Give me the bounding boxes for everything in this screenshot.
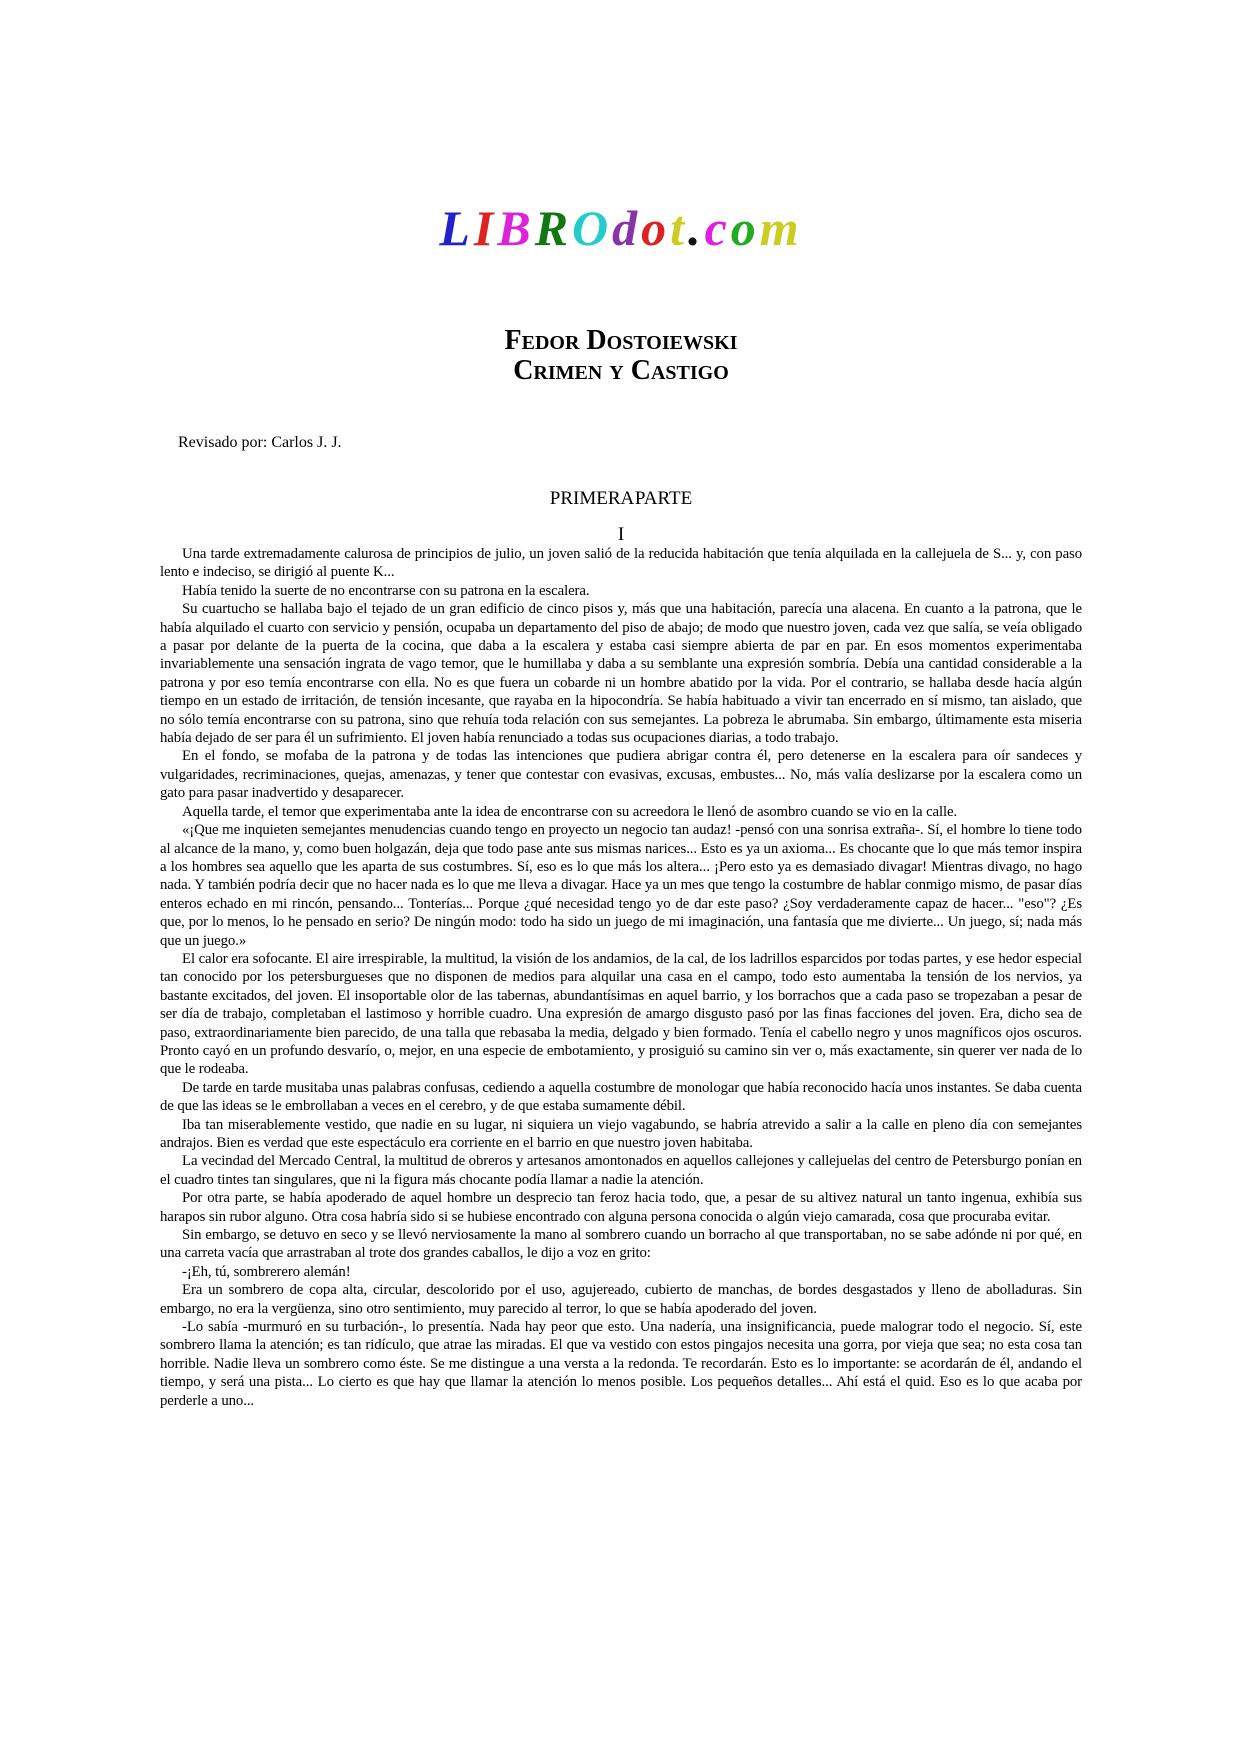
logo-letter: B xyxy=(497,200,535,256)
paragraph: Una tarde extremadamente calurosa de principios de julio, un joven salió de la reducida habitación que tenía alquilada en la callejuela de S... y, con paso lento e indeciso, se dirigió al puente K... xyxy=(160,546,1082,581)
paragraph: De tarde en tarde musitaba unas palabras confusas, cediendo a aquella costumbre de monologar que había reconocido hacía unos instantes. Se daba cuenta de que las ideas se le embrollaban a veces en el cerebro, y de que estaba sumamente débil. xyxy=(160,1079,1082,1115)
logo-letter: R xyxy=(534,200,573,256)
logo-letter: I xyxy=(473,200,498,256)
paragraph: Era un sombrero de copa alta, circular, descolorido por el uso, agujereado, cubierto de manchas, de bordes desgastados y lleno de abolladuras. Sin embargo, no era la vergüenza, sino otro sentimiento, muy parecido al terror, lo que se había apoderado del joven. xyxy=(160,1282,1082,1317)
logo-letter: t xyxy=(670,200,689,256)
logo-letter: o xyxy=(641,200,671,256)
paragraph: En el fondo, se mofaba de la patrona y de todas las intenciones que pudiera abrigar contra él, pero detenerse en la escalera para oír sandeces y vulgaridades, recriminaciones, quejas, amenazas, y tener que contestar con evasivas, excusas, embustes... No, más valía deslizarse por la escalera como un gato para pasar inadvertido y desaparecer. xyxy=(160,748,1082,802)
logo-letter: O xyxy=(572,200,613,256)
paragraph: La vecindad del Mercado Central, la multitud de obreros y artesanos amontonados en aquellos callejones y callejuelas del centro de Petersburgo ponían en el cuadro tintes tan singulares, que ni la figura más chocante podía llamar a nadie la atención. xyxy=(160,1153,1082,1188)
logo-letter: d xyxy=(612,200,642,256)
part-heading: PRIMERA PARTE xyxy=(549,488,693,509)
logo-letter: L xyxy=(439,200,474,256)
logo-letter: . xyxy=(688,200,705,256)
revision-note: Revisado por: Carlos J. J. xyxy=(178,434,342,451)
paragraph: Su cuartucho se hallaba bajo el tejado de un gran edificio de cinco pisos y, más que una habitación, parecía una alacena. En cuanto a la patrona, que le había alquilado el cuarto con servicio y pensión, ocupaba un departamento del piso de abajo; de modo que nuestro joven, cada vez que salía, se veía obligado a pasar por delante de la puerta de la cocina, que daba a la escalera y estaba casi siempre abierta de par en par. En esos momentos experimentaba invariablemente una sensación ingrata de vago temor, que le humillaba y daba a su semblante una expresión sombría. Debía una cantidad considerable a la patrona y por eso temía encontrarse con ella. No es que fuera un cobarde ni un hombre abatido por la vida. Por el contrario, se hallaba desde hacía algún tiempo en un estado de irritación, de tensión incesante, que rayaba en la hipocondría. Se había habituado a vivir tan encerrado en sí mismo, tan aislado, que no sólo temía encontrarse con su patrona, sino que rehuía toda relación con sus semejantes. La pobreza le abrumaba. Sin embargo, últimamente esta miseria había dejado de ser para él un sufrimiento. El joven había renunciado a todas sus ocupaciones diarias, a todo trabajo. xyxy=(160,601,1082,747)
paragraph: Sin embargo, se detuvo en seco y se llevó nerviosamente la mano al sombrero cuando un borracho al que transportaban, no se sabe adónde ni por qué, en una carreta vacía que arrastraban al trote dos grandes caballos, le dijo a voz en grito: xyxy=(160,1227,1082,1262)
paragraph: Iba tan miserablemente vestido, que nadie en su lugar, ni siquiera un viejo vagabundo, se habría atrevido a salir a la calle en pleno día con semejantes andrajos. Bien es verdad que este espectáculo era corriente en el barrio en que nuestro joven habitaba. xyxy=(160,1116,1082,1151)
paragraph: El calor era sofocante. El aire irrespirable, la multitud, la visión de los andamios, de la cal, de los ladrillos esparcidos por todas partes, y ese hedor especial tan conocido por los petersburgueses que no disponen de medios para alquilar una casa en el campo, todo esto aumentaba la tensión de los nervios, ya bastante excitados, del joven. El insoportable olor de las tabernas, abundantísimas en aquel barrio, y los borrachos que a cada paso se tropezaban a pesar de ser día de trabajo, completaban el lastimoso y horrible cuadro. Una expresión de amargo disgusto pasó por las finas facciones del joven. Era, dicho sea de paso, extraordinariamente bien parecido, de una talla que rebasaba la media, delgado y bien formado. Tenía el cabello negro y unos magníficos ojos oscuros. Pronto cayó en un profundo desvarío, o, mejor, en una especie de embotamiento, y prosiguió su camino sin ver o, más exactamente, sin querer ver nada de lo que le rodeaba. xyxy=(160,950,1082,1078)
title-block xyxy=(0,326,1242,386)
paragraph: Por otra parte, se había apoderado de aquel hombre un desprecio tan feroz hacia todo, que, a pesar de su altivez natural un tanto ingenua, exhibía sus harapos sin rubor alguno. Otra cosa habría sido si se hubiese encontrado con alguna persona conocida o algún viejo camarada, cosa que procuraba evitar. xyxy=(160,1190,1082,1225)
logo-letter: c xyxy=(704,200,731,256)
paragraph: -Lo sabía -murmuró en su turbación-, lo presentía. Nada hay peor que esto. Una nadería, una insignificancia, puede malograr todo el negocio. Sí, este sombrero llama la atención; es tan ridículo, que atrae las miradas. El que va vestido con estos pingajos necesita una gorra, por vieja que sea; no esta cosa tan horrible. Nadie lleva un sombrero como éste. Se me distingue a una versta a la redonda. Te recordarán. Esto es lo importante: se acordarán de él, andando el tiempo, y será una pista... Lo cierto es que hay que llamar la atención lo menos posible. Los pequeños detalles... Ahí está el quid. Eso es lo que acaba por perderle a uno... xyxy=(160,1319,1082,1409)
logo-letter: m xyxy=(759,200,803,256)
book-title: Crimen y Castigo xyxy=(513,355,729,386)
author-title: Fedor Dostoiewski xyxy=(504,325,738,356)
paragraph: «¡Que me inquieten semejantes menudencias cuando tengo en proyecto un negocio tan audaz! -pensó con una sonrisa extraña-. Sí, el hombre lo tiene todo al alcance de la mano, y, como buen holgazán, deja que todo pase ante sus mismas narices... Esto es ya un axioma... Es chocante que lo que más temor inspira a los hombres sea aquello que les aparta de sus costumbres. Sí, eso es lo que más los altera... ¡Pero esto ya es demasiado divagar! Mientras divago, no hago nada. Y también podría decir que no hacer nada es lo que me lleva a divagar. Hace ya un mes que tengo la costumbre de hablar conmigo mismo, de pasar días enteros echado en mi rincón, pensando... Tonterías... Porque ¿qué necesidad tengo yo de dar este paso? ¿Soy verdaderamente capaz de hacer... "eso"? ¿Es que, por lo menos, lo he pensado en serio? De ningún modo: todo ha sido un juego de mi imaginación, una fantasía que me divierte... Un juego, sí; nada más que un juego.» xyxy=(160,822,1082,949)
logo-letter: o xyxy=(730,200,760,256)
paragraph: Aquella tarde, el temor que experimentaba ante la idea de encontrarse con su acreedora le llenó de asombro cuando se vio en la calle. xyxy=(182,803,958,820)
chapter-heading: I xyxy=(617,524,625,545)
paragraph: Había tenido la suerte de no encontrarse con su patrona en la escalera. xyxy=(182,582,590,599)
librodot-logo xyxy=(0,198,1242,258)
body-text xyxy=(160,545,1082,1410)
paragraph: -¡Eh, tú, sombrerero alemán! xyxy=(182,1263,351,1280)
